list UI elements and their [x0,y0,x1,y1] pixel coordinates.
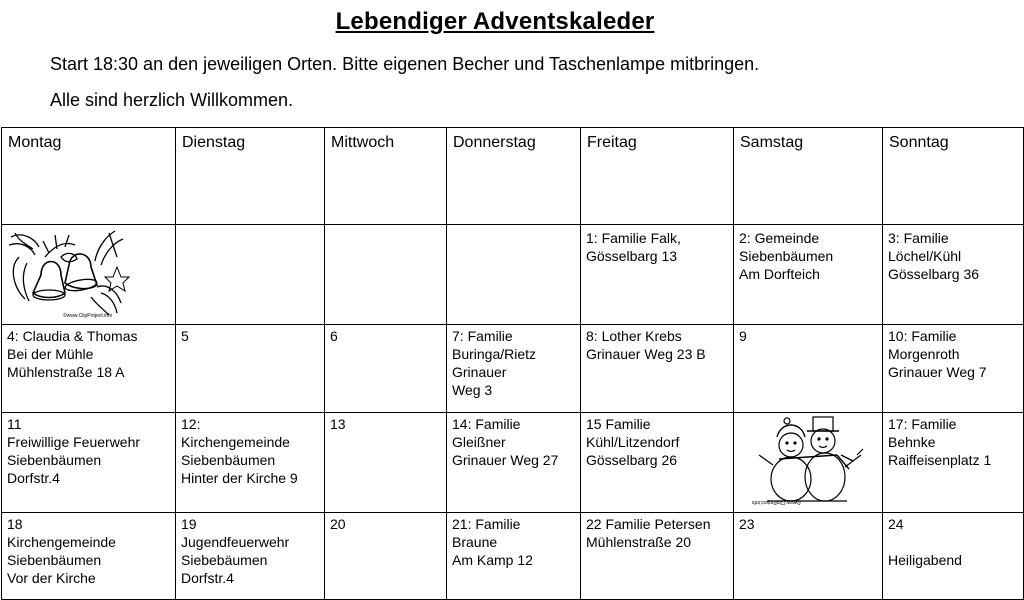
weekday-thursday: Donnerstag [447,128,581,225]
calendar-week-row [2,225,1024,325]
calendar-week-row [2,513,1024,600]
page-title: Lebendiger Adventskaleder [335,8,655,35]
christmas-bells-icon [5,227,133,319]
calendar-cell-day-2: 2: Gemeinde Siebenbäumen Am Dorfteich [734,225,883,325]
calendar-cell [447,225,581,325]
weekday-tuesday: Dienstag [176,128,325,225]
weekday-wednesday: Mittwoch [325,128,447,225]
intro-line-start: Start 18:30 an den jeweiligen Orten. Bitte eigenen Becher und Taschenlampe mitbringen. [50,54,760,74]
calendar-cell-day-1: 1: Familie Falk, Gösselbarg 13 [581,225,734,325]
calendar-cell-day-8: 8: Lother Krebs Grinauer Weg 23 B [581,325,734,413]
calendar-week-row [2,413,1024,513]
advent-calendar-table [1,127,1024,600]
calendar-cell-day-13: 13 [325,413,447,513]
weekday-header-row [2,128,1024,225]
calendar-cell-day-23: 23 [734,513,883,600]
calendar-cell-day-3: 3: Familie Löchel/Kühl Gösselbarg 36 [883,225,1024,325]
calendar-cell [176,225,325,325]
calendar-cell-day-10: 10: Familie Morgenroth Grinauer Weg 7 [883,325,1024,413]
weekday-sunday: Sonntag [883,128,1024,225]
weekday-monday: Montag [2,128,176,225]
calendar-cell-day-15: 15 Familie Kühl/Litzendorf Gösselbarg 26 [581,413,734,513]
calendar-cell-day-21: 21: Familie Braune Am Kamp 12 [447,513,581,600]
intro-line-welcome: Alle sind herzlich Willkommen. [50,90,294,110]
calendar-cell [325,225,447,325]
calendar-cell-day-20: 20 [325,513,447,600]
calendar-cell-day-7: 7: Familie Buringa/Rietz Grinauer Weg 3 [447,325,581,413]
calendar-cell-day-14: 14: Familie Gleißner Grinauer Weg 27 [447,413,581,513]
calendar-cell-snowmen-image [734,413,883,513]
snowmen-credit-text: ©www.ClipProject.info [751,499,801,505]
calendar-cell-day-12: 12: Kirchengemeinde Siebenbäumen Hinter der Kirche 9 [176,413,325,513]
bells-credit-text: ©www.ClipProject.info [63,313,113,319]
calendar-cell-day-11: 11 Freiwillige Feuerwehr Siebenbäumen Dorfstr.4 [2,413,176,513]
calendar-cell-day-17: 17: Familie Behnke Raiffeisenplatz 1 [883,413,1024,513]
calendar-cell-day-19: 19 Jugendfeuerwehr Siebebäumen Dorfstr.4 [176,513,325,600]
calendar-cell-day-9: 9 [734,325,883,413]
weekday-saturday: Samstag [734,128,883,225]
calendar-cell-day-5: 5 [176,325,325,413]
calendar-cell-day-6: 6 [325,325,447,413]
snowmen-icon [737,415,873,507]
calendar-cell-day-4: 4: Claudia & Thomas Bei der Mühle Mühlenstraße 18 A [2,325,176,413]
calendar-week-row [2,325,1024,413]
weekday-friday: Freitag [581,128,734,225]
calendar-cell-bells-image [2,225,176,325]
calendar-cell-day-18: 18 Kirchengemeinde Siebenbäumen Vor der Kirche [2,513,176,600]
calendar-cell-day-22: 22 Familie Petersen Mühlenstraße 20 [581,513,734,600]
calendar-cell-day-24: 24 Heiligabend [883,513,1024,600]
